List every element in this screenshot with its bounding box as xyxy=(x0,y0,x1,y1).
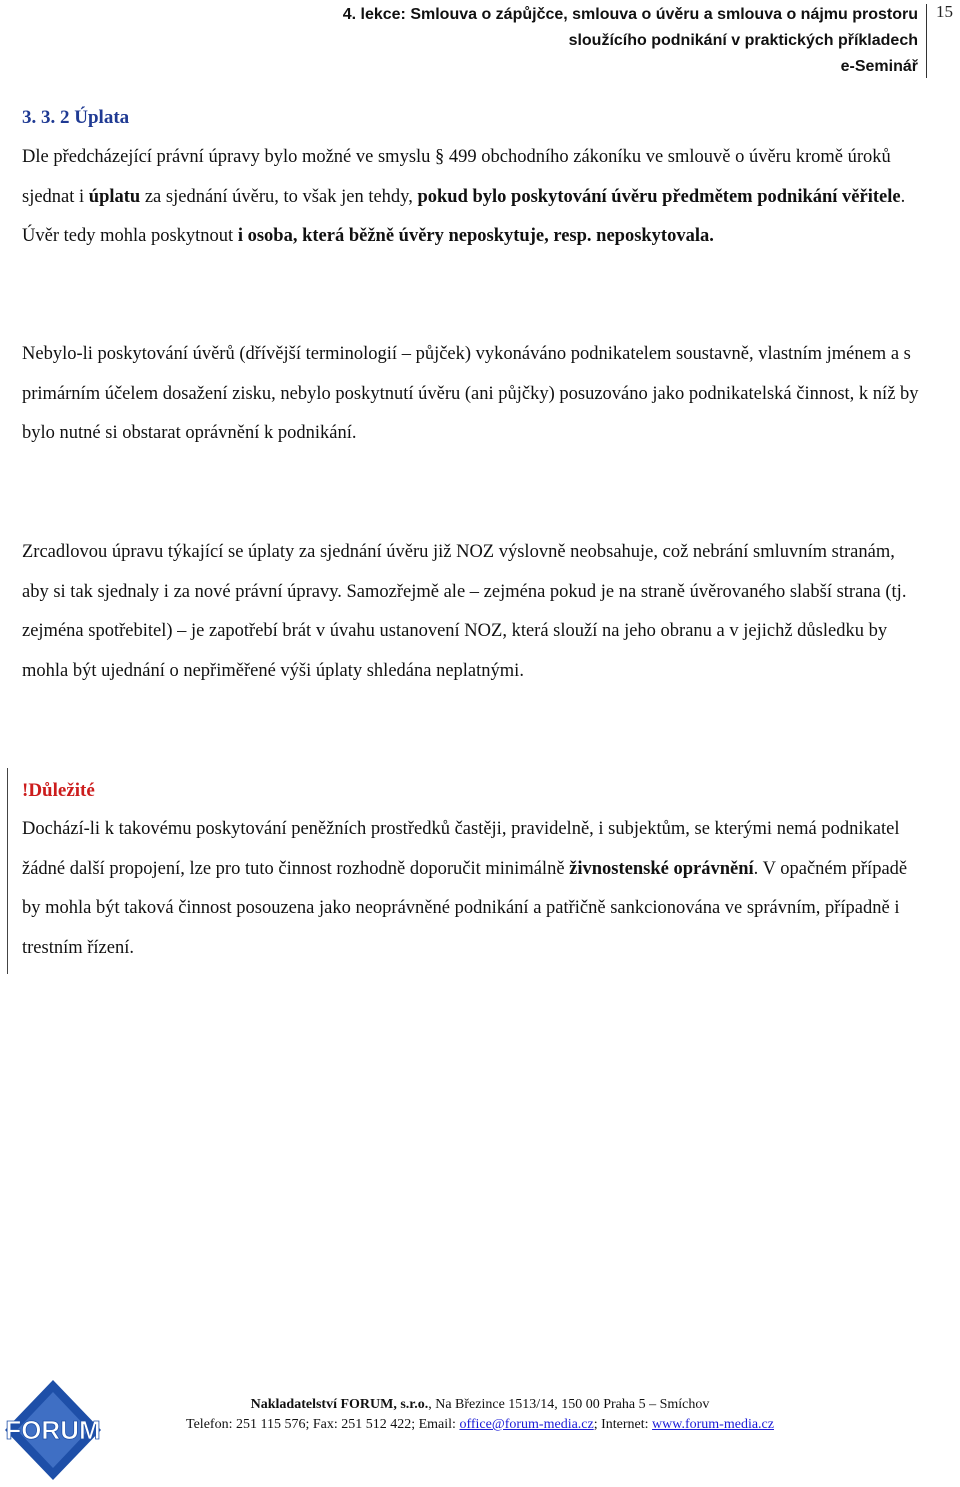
running-header xyxy=(230,2,926,80)
important-text-2: . V opačném případě by mohla být taková činnost posouzena jako neoprávněné podnikání a patřičně sankcionována ve správním, případně i trestním řízení. xyxy=(22,858,908,958)
forum-logo xyxy=(3,1378,103,1482)
p1-bold-3: i osoba, která běžně úvěry neposkytuje, resp. neposkytovala. xyxy=(237,226,714,246)
contact-text: Telefon: 251 115 576; Fax: 251 512 422; Email: xyxy=(186,1417,460,1432)
header-line-2: sloužícího podnikání v praktických příkladech xyxy=(568,32,918,49)
p1-text-3: . Úvěr tedy mohla poskytnout xyxy=(22,186,906,246)
page-footer xyxy=(120,1395,840,1435)
important-side-rule xyxy=(7,768,8,974)
header-divider xyxy=(926,4,927,78)
publisher-address: , Na Březince 1513/14, 150 00 Praha 5 – Smíchov xyxy=(428,1397,710,1412)
header-line-3: e-Seminář xyxy=(840,58,918,75)
paragraph-1 xyxy=(22,138,922,257)
important-text-1: Dochází-li k takovému poskytování peněžních prostředků častěji, pravidelně, i subjektům, se kterými nemá podnikatel žádné další propojení, lze pro tuto činnost rozhodně doporučit minimálně xyxy=(22,819,900,879)
p1-text-1: Dle předcházející právní úpravy bylo možné ve smyslu § 499 obchodního zákoníku ve smlouvě o úvěru kromě úroků sjednat i xyxy=(22,147,891,207)
email-link[interactable]: office@forum-media.cz xyxy=(459,1417,594,1432)
important-bold: živnostenské oprávnění xyxy=(569,858,754,879)
footer-line-2 xyxy=(120,1415,840,1435)
paragraph-3: Zrcadlovou úpravu týkající se úplaty za sjednání úvěru již NOZ výslovně neobsahuje, což nebrání smluvním stranám, aby si tak sjednaly i za nové právní úpravy. Samozřejmě ale – zejména pokud je na straně úvěrovaného slabší strana (tj. zejména spotřebitel) – je zapotřebí brát v úvahu ustanovení NOZ, která slouží na jeho obranu a v jejichž důsledku by mohla být ujednání o nepřiměřené výši úplaty shledána neplatnými. xyxy=(22,542,907,681)
website-link[interactable]: www.forum-media.cz xyxy=(652,1417,774,1432)
header-line-1: 4. lekce: Smlouva o zápůjčce, smlouva o úvěru a smlouva o nájmu prostoru xyxy=(342,6,918,23)
p1-bold-1: úplatu xyxy=(88,186,141,207)
p1-bold-2: pokud bylo poskytování úvěru předmětem podnikání věřitele xyxy=(417,186,901,207)
p1-text-2: za sjednání úvěru, to však jen tehdy, xyxy=(140,186,418,207)
logo-text: FORUM xyxy=(5,1415,101,1445)
important-paragraph xyxy=(22,810,922,968)
section-title: 3. 3. 2 Úplata xyxy=(22,107,130,128)
internet-label: ; Internet: xyxy=(593,1417,653,1432)
publisher-name: Nakladatelství FORUM, s.r.o. xyxy=(250,1397,429,1412)
important-title: !Důležité xyxy=(22,780,95,801)
paragraph-2: Nebylo-li poskytování úvěrů (dřívější terminologií – půjček) vykonáváno podnikatelem soustavně, vlastním jménem a s primárním účelem dosažení zisku, nebylo poskytnutí úvěru (ani půjčky) posuzováno jako podnikatelská činnost, k níž by bylo nutné si obstarat oprávnění k podnikání. xyxy=(22,344,919,443)
footer-line-1 xyxy=(120,1395,840,1415)
page-number: 15 xyxy=(936,2,953,21)
forum-logo-graphic xyxy=(3,1378,103,1482)
